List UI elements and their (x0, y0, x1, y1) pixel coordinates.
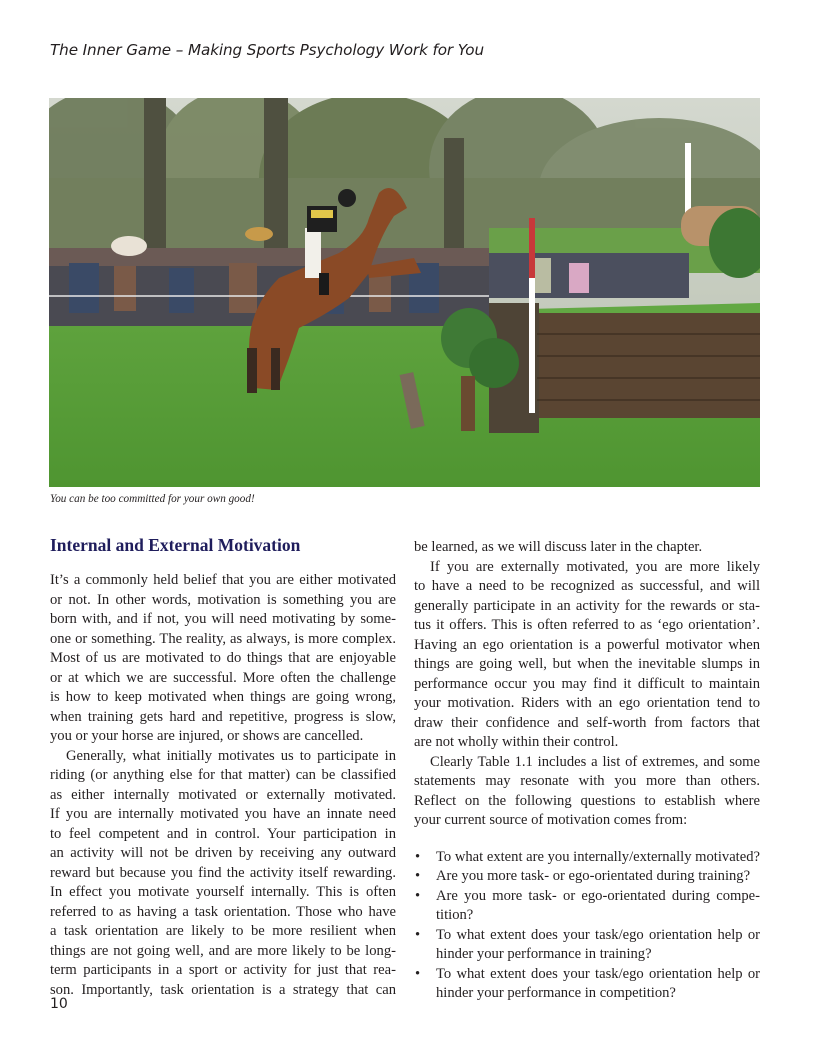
list-item (414, 887, 760, 926)
list-item (414, 965, 760, 1004)
text-line: you or your horse are injured, or shows are cancelled. (50, 728, 364, 744)
text-line: things are not going well, and are more likely to be long- (50, 942, 396, 959)
reflection-questions-list (414, 848, 760, 1004)
text-line: be learned, as we will discuss later in the chapter. (414, 539, 703, 555)
text-line: hinder your performance in training? (436, 946, 652, 962)
text-line: referred to as having a task orientation. Those who have (50, 903, 396, 920)
text-line: Generally, what initially motivates us to participate in (66, 747, 396, 764)
text-line: In effect you motivate yourself internally. This is often (50, 884, 396, 900)
text-line: performance occur you may find it difficult to maintain (414, 675, 760, 692)
paragraph-2 (50, 747, 396, 1001)
text-line: Clearly Table 1.1 includes a list of extremes, and some (430, 753, 760, 770)
list-item (414, 867, 760, 887)
text-line: or not. In other words, motivation is something you are (50, 591, 396, 608)
text-line: to feel competent and in control. Your participation in (50, 825, 396, 842)
text-line: one or something. The reality, as always, is more complex. (50, 630, 396, 647)
text-line: is how to keep motivated when things are going wrong, (50, 689, 396, 705)
running-head: The Inner Game – Making Sports Psychology Work for You (50, 41, 485, 59)
text-line: things are going well, but when the inevitable slumps in (414, 656, 760, 672)
text-line: an activity will not be driven by receiving any outward (50, 845, 396, 861)
left-column (50, 571, 396, 1000)
text-line: • To what extent does your task/ego orientation help or (436, 926, 760, 943)
text-line: are not wholly within their control. (414, 734, 619, 750)
horse-photo-illustration (49, 98, 760, 487)
text-line: If you are externally motivated, you are more likely (430, 558, 760, 575)
text-line: term participants in a sport or activity for just that rea- (50, 962, 396, 978)
text-line: Most of us are motivated to do things that are enjoyable (50, 650, 396, 666)
text-line: • Are you more task- or ego-orientated during compe- (436, 887, 760, 904)
text-line: • To what extent are you internally/externally motivated? (436, 848, 760, 865)
text-line: • To what extent does your task/ego orientation help or (436, 965, 760, 982)
page-number: 10 (50, 996, 68, 1012)
post (461, 376, 475, 431)
text-line: to have a need to be recognized as successful, and will (414, 578, 760, 594)
text-line: as either internally motivated or externally motivated. (50, 786, 396, 803)
paragraph-1 (50, 571, 396, 747)
text-line: or at which we are successful. More often the challenge (50, 669, 396, 686)
text-line: Having an ego orientation is a powerful motivator when (414, 636, 760, 653)
paragraph-3 (414, 558, 760, 753)
text-line: born with, and if not, you will need motivating by some- (50, 611, 396, 627)
text-line: statements may resonate with you more than others. (414, 773, 760, 789)
text-line: hinder your performance in competition? (436, 985, 676, 1001)
text-line: generally participate in an activity for the rewards or sta- (414, 597, 760, 614)
text-line: a task orientation are likely to be more resilient when (50, 923, 396, 939)
text-line: Reflect on the following questions to establish where (414, 792, 760, 809)
text-line: your current source of motivation comes from: (414, 812, 688, 828)
text-line: son. Importantly, task orientation is a strategy that can (50, 981, 396, 998)
text-line: reward but because you find the activity itself rewarding. (50, 864, 396, 881)
text-line: If you are internally motivated you have an innate need (50, 806, 396, 822)
text-line: It’s a commonly held belief that you are either motivated (50, 572, 396, 588)
section-heading: Internal and External Motivation (50, 535, 301, 555)
figure-photo-horse-refusing-fence (49, 98, 760, 487)
right-column (414, 538, 760, 1004)
text-line: draw their confidence and self-worth from factors that (414, 714, 760, 731)
list-item (414, 926, 760, 965)
text-line: tus it offers. This is often referred to as ‘ego orientation’. (414, 617, 760, 633)
figure-caption: You can be too committed for your own good! (50, 493, 255, 505)
text-line: • Are you more task- or ego-orientated during training? (436, 868, 751, 884)
text-line: tition? (436, 907, 474, 923)
text-line: your motivation. Riders with an ego orientation tend to (414, 695, 760, 711)
text-line: riding (or anything else for that matter) can be classified (50, 767, 396, 783)
paragraph-2-continued (414, 538, 760, 558)
text-line: when training gets hard and repetitive, progress is slow, (50, 708, 396, 725)
list-item (414, 848, 760, 868)
paragraph-4 (414, 753, 760, 831)
